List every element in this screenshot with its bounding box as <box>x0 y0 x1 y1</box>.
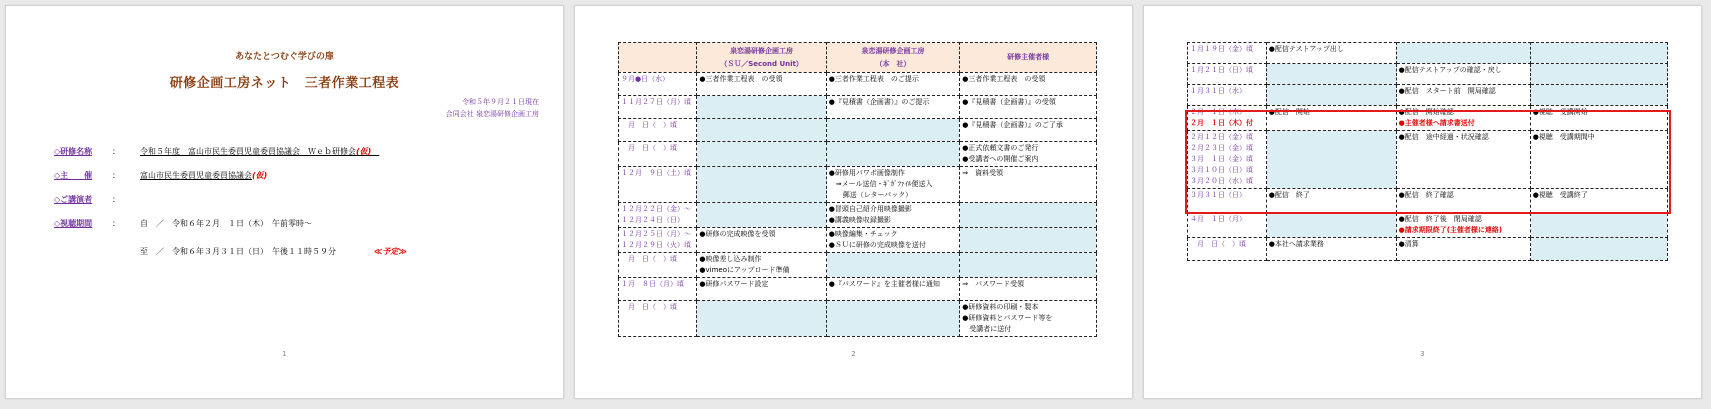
task-cell <box>697 96 826 119</box>
info-colon: ： <box>112 219 120 228</box>
page-subtitle: あなたとつむぐ学びの扉 <box>235 52 334 62</box>
schedule-table-page-2 <box>618 42 1097 337</box>
cell-line: 月 日（ ）頃 <box>621 121 677 129</box>
task-cell <box>697 203 826 228</box>
issue-date-line: 令和５年９月２１日現在 <box>462 98 539 106</box>
cell-line: ●研修資料とパスワード等を <box>962 314 1053 322</box>
task-cell <box>826 167 960 203</box>
cell-line: ３月２０日（水）頃 <box>1190 177 1253 185</box>
cell-line: ９月●日（水） <box>621 75 670 83</box>
cell-line: ●研修資料の印刷・製本 <box>962 303 1039 311</box>
cell-line: ３月３１日（日） <box>1190 191 1246 199</box>
table-row <box>619 203 1097 228</box>
task-cell <box>960 119 1097 142</box>
date-cell <box>619 142 697 167</box>
task-cell <box>1266 213 1396 238</box>
table-row <box>619 253 1097 278</box>
cell-line: ⇒ パスワード受領 <box>962 280 1025 288</box>
task-cell <box>826 73 960 96</box>
cell-line: ４月 １日（月） <box>1190 215 1246 223</box>
info-value <box>140 170 267 181</box>
task-cell <box>697 253 826 278</box>
cell-line: ●vimeoにアップロード準備 <box>699 266 790 274</box>
task-cell <box>697 73 826 96</box>
date-cell <box>619 73 697 96</box>
cell-line: ●視聴 受講終了 <box>1532 191 1588 199</box>
date-cell <box>619 203 697 228</box>
task-cell <box>1396 213 1530 238</box>
period-note: ≪予定≫ <box>374 247 407 256</box>
period-end: 至 ／ 令和６年３月３１日（日） 午後１１時５９分 <box>140 247 336 256</box>
date-cell <box>619 253 697 278</box>
header-line: 泉恋湯研修企画工房 <box>730 46 794 55</box>
document-page-3 <box>1143 5 1702 399</box>
cell-line: ●映像差し込み制作 <box>699 255 762 263</box>
cell-line: ●配信 スタート前 開局確認 <box>1398 87 1496 95</box>
task-cell <box>1530 238 1667 261</box>
task-cell <box>1530 64 1667 85</box>
cell-line: １２月２９日（火）頃 <box>621 241 691 249</box>
cell-line: ●三者作業工程表 の受領 <box>699 75 783 83</box>
table-header-cell <box>697 43 826 73</box>
task-cell <box>1266 85 1396 106</box>
cell-line: ●配信 途中経過・状況確認 <box>1398 133 1489 141</box>
table-row <box>619 228 1097 253</box>
date-cell <box>1188 64 1267 85</box>
cell-line: ●講義映像収録撮影 <box>828 216 891 224</box>
cell-line: 月 日（ ）頃 <box>621 144 677 152</box>
task-cell <box>1396 64 1530 85</box>
task-cell <box>826 203 960 228</box>
cell-line: ●配信 開始 <box>1268 108 1310 116</box>
cell-line: ●配信 終了 <box>1268 191 1310 199</box>
table-row <box>619 301 1097 337</box>
task-cell <box>1530 43 1667 64</box>
info-label: ◇ご講演者 <box>54 195 93 204</box>
cell-line: 月 日（ ）頃 <box>1190 240 1246 248</box>
table-row <box>619 142 1097 167</box>
task-cell <box>826 96 960 119</box>
task-cell <box>960 167 1097 203</box>
task-cell <box>1266 238 1396 261</box>
table-row <box>619 73 1097 96</box>
date-cell <box>1188 213 1267 238</box>
task-cell <box>826 142 960 167</box>
task-cell <box>826 301 960 337</box>
cell-line: ●視聴 受講開始 <box>1532 108 1588 116</box>
document-page-1 <box>5 5 564 399</box>
cell-line: 受講者に送付 <box>962 325 1012 333</box>
task-cell <box>1530 213 1667 238</box>
cell-line: １月 ８日（月）頃 <box>621 280 684 288</box>
info-colon: ： <box>112 147 120 156</box>
table-row <box>1188 43 1668 64</box>
page-number: 2 <box>851 350 856 358</box>
table-row <box>619 119 1097 142</box>
task-cell <box>697 167 826 203</box>
table-row <box>619 96 1097 119</box>
document-page-2 <box>574 5 1133 399</box>
date-cell <box>619 167 697 203</box>
page-title: 研修企画工房ネット 三者作業工程表 <box>169 76 400 91</box>
info-label: ◇主 催 <box>54 171 93 180</box>
cell-line: ●配信テストアップの確認・戻し <box>1398 66 1502 74</box>
cell-line: １１月２７日（月）頃 <box>621 98 691 106</box>
task-cell <box>826 119 960 142</box>
table-row <box>1188 238 1668 261</box>
date-cell <box>1188 43 1267 64</box>
page-number: 3 <box>1420 350 1425 358</box>
table-row <box>1188 213 1668 238</box>
info-value-text: 令和５年度 富山市民生委員児童委員協議会 Ｗｅｂ研修会 <box>140 147 356 156</box>
info-label: ◇視聴期間 <box>54 219 93 228</box>
cell-line: 月 日（ ）頃 <box>621 255 677 263</box>
cell-line: １２月 ９日（土）頃 <box>621 169 691 177</box>
cell-line: ３月１０日（日）頃 <box>1190 166 1253 174</box>
cell-line: ●研修の完成映像を受領 <box>699 230 776 238</box>
task-cell <box>697 301 826 337</box>
task-cell <box>960 73 1097 96</box>
cell-line: ２月 １日（木） <box>1190 108 1246 116</box>
cell-line: ●『見積書（企画書）』のご提示 <box>828 98 930 106</box>
task-cell <box>826 228 960 253</box>
cell-line: ●ＳＵに研修の完成映像を送付 <box>828 241 926 249</box>
date-cell <box>1188 85 1267 106</box>
header-line: （ＳＵ／Second Unit） <box>720 59 803 68</box>
cell-line: １２月２４日（日） <box>621 216 684 224</box>
info-colon: ： <box>112 195 120 204</box>
info-colon: ： <box>112 171 120 180</box>
task-cell <box>960 253 1097 278</box>
notice-line: ●主催者様へ請求書送付 <box>1398 119 1475 127</box>
cell-line: １月３１日（水） <box>1190 87 1246 95</box>
cell-line: ●清算 <box>1398 240 1419 248</box>
cell-line: ●研修用パワポ画像制作 <box>828 169 905 177</box>
table-header-cell <box>619 43 697 73</box>
task-cell <box>826 253 960 278</box>
task-cell <box>960 96 1097 119</box>
cell-line: ⇒ 資料受領 <box>962 169 1004 177</box>
info-value <box>140 146 379 157</box>
table-header-cell <box>960 43 1097 73</box>
table-row <box>1188 64 1668 85</box>
header-line: 泉恋湯研修企画工房 <box>861 46 925 55</box>
date-cell <box>619 228 697 253</box>
table-header-cell <box>826 43 960 73</box>
cell-line: ●配信 終了確認 <box>1398 191 1454 199</box>
issue-date <box>446 96 539 120</box>
cell-line: ●映像編集・チェック <box>828 230 898 238</box>
table-header-row <box>619 43 1097 73</box>
cell-line: ●視聴 受講期間中 <box>1532 133 1595 141</box>
task-cell <box>826 278 960 301</box>
info-note: (仮) <box>252 171 268 180</box>
info-label: ◇研修名称 <box>54 147 93 156</box>
info-value: 自 ／ 令和６年２月 １日（木） 午前零時～ <box>140 219 312 228</box>
task-cell <box>960 142 1097 167</box>
task-cell <box>960 228 1097 253</box>
cell-line: 郵送（レターパック） <box>828 191 913 199</box>
task-cell <box>960 278 1097 301</box>
task-cell <box>1396 85 1530 106</box>
cell-line: ３月 １日（金）頃 <box>1190 155 1253 163</box>
task-cell <box>960 203 1097 228</box>
cell-line: ●配信 開始確認 <box>1398 108 1454 116</box>
task-cell <box>697 142 826 167</box>
table-row <box>619 278 1097 301</box>
task-cell <box>960 301 1097 337</box>
highlight-frame <box>1185 110 1671 214</box>
date-cell <box>619 278 697 301</box>
cell-line: ●『パスワード』を主催者様に通知 <box>828 280 940 288</box>
date-cell <box>1188 238 1267 261</box>
header-line: 研修主催者様 <box>1007 53 1050 61</box>
cell-line: ●三者作業工程表 のご提示 <box>828 75 919 83</box>
cell-line: １月２１日（日）頃 <box>1190 66 1253 74</box>
cell-line: ●冒頭自己紹介用映像撮影 <box>828 205 912 213</box>
cell-line: ●配信テストアップ出し <box>1268 45 1344 53</box>
table-row <box>1188 85 1668 106</box>
cell-line: ２月２３日（金）頃 <box>1190 144 1253 152</box>
task-cell <box>1396 43 1530 64</box>
task-cell <box>697 278 826 301</box>
cell-line: ●正式依頼文書のご発行 <box>962 144 1039 152</box>
task-cell <box>697 228 826 253</box>
cell-line: ●三者作業工程表 の受領 <box>962 75 1046 83</box>
info-value-text: 富山市民生委員児童委員協議会 <box>140 171 252 180</box>
cell-line: ●『見積書（企画書）』の受領 <box>962 98 1056 106</box>
task-cell <box>1396 238 1530 261</box>
cell-line: ２月１２日（金）頃 <box>1190 133 1253 141</box>
date-cell <box>619 96 697 119</box>
cell-line: ●本社へ請求業務 <box>1268 240 1324 248</box>
cell-line: ●受講者への開催ご案内 <box>962 155 1039 163</box>
task-cell <box>1266 43 1396 64</box>
cell-line: ⇒メール送信・ｷﾞｶﾞﾌｧｲﾙ便送入 <box>828 180 933 188</box>
issuer-name: 合同会社 泉恋湯研修企画工房 <box>445 110 539 118</box>
cell-line: １月１９日（金）頃 <box>1190 45 1253 53</box>
cell-line: 月 日（ ）頃 <box>621 303 677 311</box>
cell-line: ●配信 終了後 閉局確認 <box>1398 215 1482 223</box>
date-red-line: ２月 １日（木）付 <box>1190 119 1253 127</box>
header-line: （本 社） <box>875 59 911 68</box>
task-cell <box>1266 64 1396 85</box>
notice-line: ●請求期限終了(主催者様に連絡) <box>1398 226 1503 234</box>
page-number: 1 <box>282 350 287 358</box>
table-row <box>619 167 1097 203</box>
cell-line: １２月２２日（金）～ <box>621 205 691 213</box>
cell-line: ●『見積書（企画書）』のご了承 <box>962 121 1063 129</box>
date-cell <box>619 301 697 337</box>
cell-line: １２月２５日（月）～ <box>621 230 691 238</box>
task-cell <box>1530 85 1667 106</box>
date-cell <box>619 119 697 142</box>
cell-line: ●研修パスワード設定 <box>699 280 769 288</box>
task-cell <box>697 119 826 142</box>
info-note: (仮) <box>356 147 372 156</box>
